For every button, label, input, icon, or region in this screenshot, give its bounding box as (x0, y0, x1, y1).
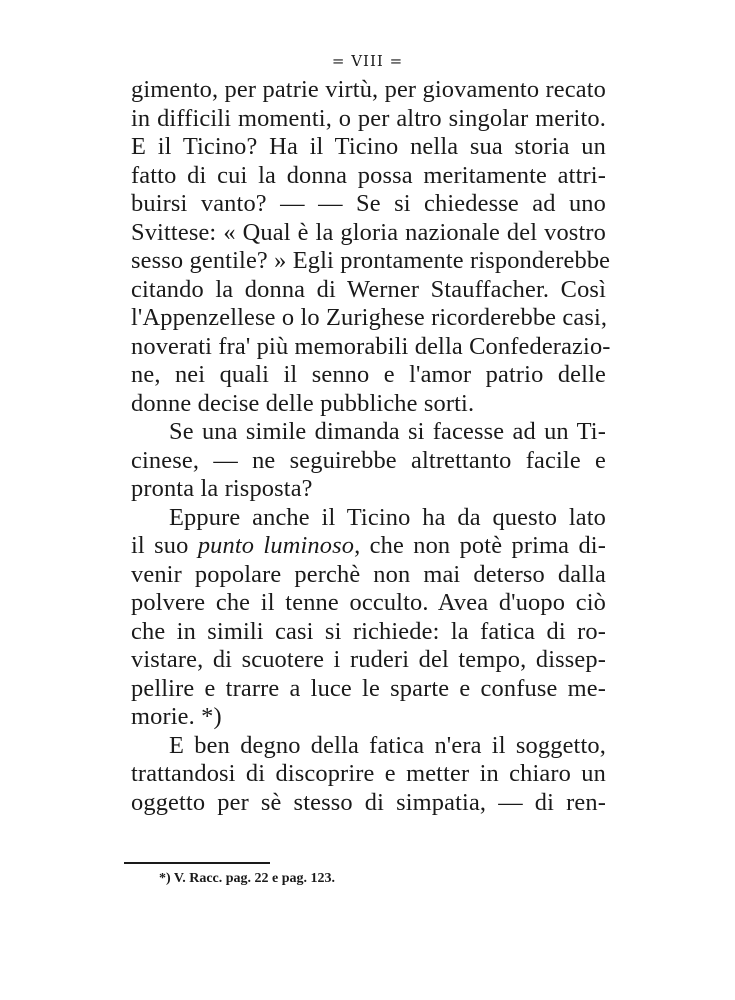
text-line: oggetto per sè stesso di simpatia, — di ren- (131, 788, 606, 816)
text-segment: che non potè prima di- (360, 532, 606, 559)
text-line: trattandosi di discoprire e metter in chiaro un (131, 760, 606, 787)
text-line: buirsi vanto? — — Se si chiedesse ad uno (131, 190, 606, 217)
text-line: polvere che il tenne occulto. Avea d'uopo ciò (131, 589, 606, 616)
text-line-with-italic (131, 532, 606, 561)
text-line: cinese, — ne seguirebbe altrettanto facile e (131, 446, 606, 474)
text-line: venir popolare perchè non mai deterso dalla (131, 560, 606, 588)
text-line: E ben degno della fatica n'era il soggetto, (169, 731, 606, 759)
text-line: noverati fra' più memorabili della Confederazio- (131, 332, 611, 360)
text-line: ne, nei quali il senno e l'amor patrio delle (131, 361, 606, 388)
text-line: donne decise delle pubbliche sorti. (131, 389, 475, 417)
text-line: Se una simile dimanda si facesse ad un Ti- (169, 418, 606, 445)
text-line: in difficili momenti, o per altro singolar merito. (131, 104, 606, 132)
text-line: E il Ticino? Ha il Ticino nella sua storia un (131, 133, 606, 160)
text-line: l'Appenzellese o lo Zurighese ricorderebbe casi, (131, 304, 608, 331)
text-line: citando la donna di Werner Stauffacher. Così (131, 275, 606, 303)
text-line: sesso gentile? » Egli prontamente risponderebbe (131, 247, 611, 274)
text-segment: il suo (131, 532, 198, 559)
footnote: *) V. Racc. pag. 22 e pag. 123. (159, 871, 336, 886)
text-line: pronta la risposta? (131, 475, 313, 502)
body-text (131, 76, 611, 817)
page-number: = VIII = (331, 52, 404, 70)
italic-phrase: punto luminoso, (197, 532, 361, 559)
text-line: vistare, di scuotere i ruderi del tempo, dissep- (131, 646, 606, 673)
text-line: Svittese: « Qual è la gloria nazionale del vostro (131, 218, 606, 246)
text-line: Eppure anche il Ticino ha da questo lato (169, 503, 606, 531)
text-line: che in simili casi si richiede: la fatica di ro- (131, 617, 606, 645)
text-line: fatto di cui la donna possa meritamente attri- (131, 161, 606, 189)
text-line: morie. *) (131, 703, 222, 730)
page-number-header (0, 52, 735, 70)
footnote-divider (124, 862, 270, 864)
text-line: gimento, per patrie virtù, per giovamento recato (131, 76, 606, 103)
text-line: pellire e trarre a luce le sparte e confuse me- (131, 674, 606, 702)
